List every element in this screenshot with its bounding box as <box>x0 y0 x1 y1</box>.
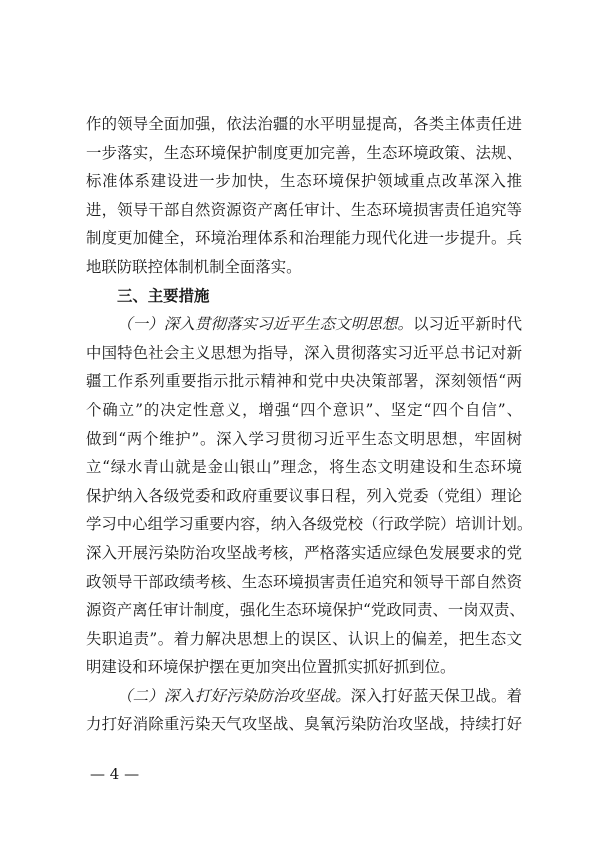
paragraph-line: 个确立”的决定性意义，增强“四个意识”、坚定“四个自信”、 <box>86 400 522 419</box>
paragraph-line: 力打好消除重污染天气攻坚战、臭氧污染防治攻坚战，持续打好 <box>86 715 522 734</box>
paragraph-line: 政领导干部政绩考核、生态环境损害责任追究和领导干部自然资 <box>86 572 522 591</box>
measure-2-title: （二）深入打好污染防治攻坚战。 <box>117 686 351 705</box>
paragraph-line: 立“绿水青山就是金山银山”理念，将生态文明建设和生态环境 <box>86 458 522 477</box>
document-body <box>86 110 533 739</box>
paragraph-line: 深入开展污染防治攻坚战考核，严格落实适应绿色发展要求的党 <box>86 543 522 562</box>
paragraph-line: 标准体系建设进一步加快，生态环境保护领域重点改革深入推 <box>86 172 522 191</box>
paragraph-line: 作的领导全面加强，依法治疆的水平明显提高，各类主体责任进 <box>86 115 522 133</box>
paragraph-line: 进，领导干部自然资源资产离任审计、生态环境损害责任追究等 <box>86 200 522 219</box>
paragraph-line: 疆工作系列重要指示批示精神和党中央决策部署，深刻领悟“两 <box>86 372 522 391</box>
paragraph-line: 源资产离任审计制度，强化生态环境保护“党政同责、一岗双责、 <box>86 601 525 620</box>
page-number: — 4 — <box>90 765 140 783</box>
section-heading: 三、主要措施 <box>117 286 210 305</box>
paragraph-line: 制度更加健全，环境治理体系和治理能力现代化进一步提升。兵 <box>86 229 522 248</box>
paragraph-line: 中国特色社会主义思想为指导，深入贯彻落实习近平总书记对新 <box>86 343 522 362</box>
measure-2-first-line <box>86 682 522 711</box>
measure-1-title: （一）深入贯彻落实习近平生态文明思想。 <box>117 315 414 334</box>
measure-1-text: 以习近平新时代 <box>413 315 522 334</box>
paragraph-line: 明建设和环境保护摆在更加突出位置抓实抓好抓到位。 <box>86 658 456 677</box>
paragraph-line: 一步落实，生态环境保护制度更加完善，生态环境政策、法规、 <box>86 143 522 162</box>
measure-2-text: 深入打好蓝天保卫战。着 <box>350 686 522 705</box>
paragraph-line: 失职追责”。着力解决思想上的误区、认识上的偏差，把生态文 <box>86 629 522 648</box>
paragraph-line: 保护纳入各级党委和政府重要议事日程，列入党委（党组）理论 <box>86 486 522 505</box>
paragraph-line: 做到“两个维护”。深入学习贯彻习近平生态文明思想，牢固树 <box>86 429 522 448</box>
paragraph-line: 地联防联控体制机制全面落实。 <box>86 257 302 276</box>
paragraph-line: 学习中心组学习重要内容，纳入各级党校（行政学院）培训计划。 <box>86 515 533 534</box>
measure-1-first-line <box>86 310 522 339</box>
